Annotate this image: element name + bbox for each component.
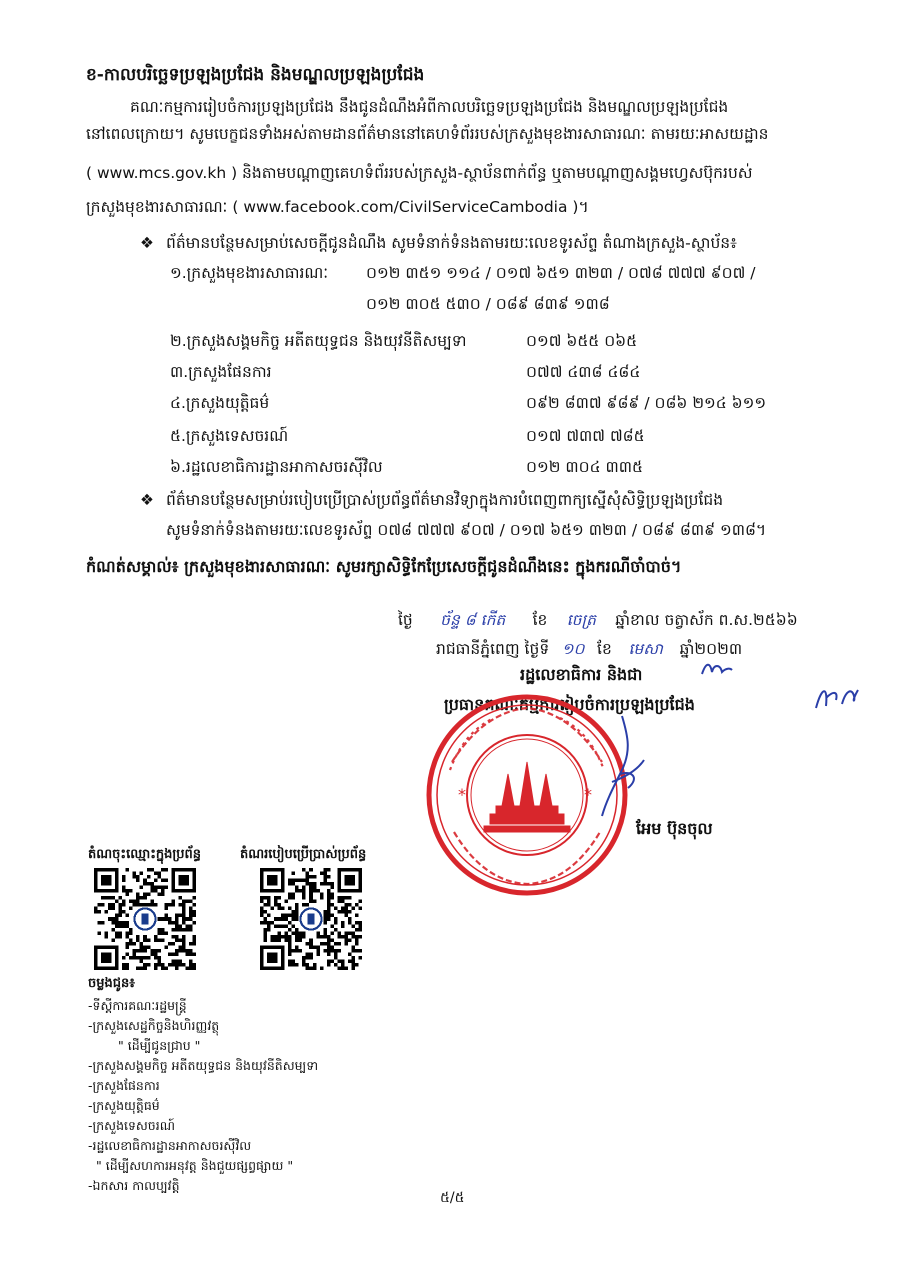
date-prefix: ថ្ងៃ (398, 611, 413, 629)
date-prefix: រាជធានីភ្នំពេញ ថ្ងៃទី (436, 640, 550, 658)
cc-item: -រដ្ឋលេខាធិការដ្ឋានអាកាសចរស៊ីវិល (88, 1138, 252, 1153)
paragraph-line-2: នៅពេលក្រោយ។ សូមបេក្ខជនទាំងអស់តាមដានព័ត៌មាននៅគេហទំព័ររបស់ក្រសួងមុខងារសាធារណៈ តាមរយៈអាសយដ្ឋាន (86, 125, 769, 143)
contact-number: ០១៧ ៧៣៧ ៧៨៥ (526, 427, 645, 445)
initials-mark (812, 680, 862, 714)
page-number: ៥/៥ (440, 1190, 465, 1206)
cc-item: -ក្រសួងទេសចរណ៍ (88, 1118, 175, 1133)
date-suffix: ឆ្នាំខាល ចត្វាស័ក ព.ស.២៥៦៦ (615, 611, 798, 629)
contact-name: ១.ក្រសួងមុខងារសាធារណៈ (170, 264, 329, 282)
contact-number: ០៩២ ៨៣៧ ៩៨៩ / ០៨៦ ២១៤ ៦១១ (526, 394, 767, 412)
bullet-text-2-line-1: ព័ត៌មានបន្ថែមសម្រាប់របៀបប្រើប្រាស់ប្រព័ន្ធព័ត៌មានវិទ្យាក្នុងការបំពេញពាក្យស្នើសុំសិទ្ធិប្រឡងប្រជែង (166, 491, 724, 509)
contact-row-3 (170, 362, 830, 384)
paragraph-line-4: ក្រសួងមុខងារសាធារណៈ ( www.facebook.com/CivilServiceCambodia )។ (86, 198, 589, 216)
date-mid: ខែ (597, 640, 612, 658)
solar-date-line (436, 639, 742, 662)
bullet-item-2 (140, 490, 723, 513)
contact-row-1-cont (170, 294, 830, 316)
bullet-mark: ❖ (140, 491, 154, 509)
qr-code-icon (260, 868, 362, 970)
contact-row-4 (170, 393, 830, 415)
contact-number: ០១៧ ៦៥៥ ០៦៥ (526, 332, 638, 350)
contact-name: ២.ក្រសួងសង្គមកិច្ច អតីតយុទ្ធជន និងយុវនីតិសម្បទា (170, 332, 467, 350)
signer-title-2: ប្រធានគណៈកម្មការរៀបចំការប្រឡងប្រជែង (444, 695, 695, 714)
cc-item: -ក្រសួងសេដ្ឋកិច្ចនិងហិរញ្ញវត្ថុ (88, 1018, 220, 1033)
svg-text:*: * (458, 785, 466, 804)
contact-row-6 (170, 457, 830, 479)
cc-item: -ឯកសារ កាលប្បវត្តិ (88, 1178, 180, 1193)
cc-item: -ទីស្ដីការគណៈរដ្ឋមន្ត្រី (88, 998, 187, 1013)
paragraph-line-1: គណៈកម្មការរៀបចំការប្រឡងប្រជែង នឹងជូនដំណឹងអំពីកាលបរិច្ឆេទប្រឡងប្រជែង និងមណ្ឌលប្រឡងប្រជែង (130, 98, 729, 116)
initials-mark (700, 660, 734, 678)
contact-row-1 (170, 263, 830, 285)
contact-name: ៤.ក្រសួងយុត្តិធម៌ (170, 394, 270, 412)
contact-number: ០៧៧ ៤៣៨ ៤៨៤ (526, 363, 641, 381)
contact-row-5 (170, 426, 830, 448)
contact-name: ៥.ក្រសួងទេសចរណ៍ (170, 427, 289, 445)
qr-label-guide: តំណរបៀបប្រើប្រាស់ប្រព័ន្ធ (240, 847, 367, 862)
cc-item-note: " ដើម្បីសហការអនុវត្ត និងជួយផ្សព្វផ្សាយ " (96, 1158, 294, 1173)
bullet-text-1: ព័ត៌មានបន្ថែមសម្រាប់សេចក្ដីជូនដំណឹង សូមទំនាក់ទំនងតាមរយៈលេខទូរស័ព្ទ តំណាងក្រសួង-ស្ថាប័ន៖ (166, 234, 737, 252)
contact-number: ០១២ ៣០៥ ៥៣០ / ០៨៩ ៨៣៩ ១៣៨ (366, 295, 610, 313)
handwritten-month: ចេត្រ (566, 611, 596, 629)
bullet-item-1 (140, 233, 737, 256)
signature-mark (592, 712, 648, 822)
contact-number: ០១២ ៣៥១ ១១៤ / ០១៧ ៦៥១ ៣២៣ / ០៧៨ ៧៧៧ ៩០៧ / (366, 264, 756, 282)
contact-name: ៦.រដ្ឋលេខាធិការដ្ឋានអាកាសចរស៊ីវិល (170, 458, 383, 476)
cc-item-note: " ដើម្បីជូនជ្រាប " (118, 1038, 201, 1053)
contact-number: ០១២ ៣០៤ ៣៣៥ (526, 458, 643, 476)
qr-code-guide[interactable] (260, 868, 362, 970)
qr-label-register: តំណចុះឈ្មោះក្នុងប្រព័ន្ធ (88, 847, 202, 862)
section-heading: ខ-កាលបរិច្ឆេទប្រឡងប្រជែង និងមណ្ឌលប្រឡងប្រជែង (86, 65, 425, 85)
cc-title: ចម្លងជូន៖ (88, 976, 135, 991)
date-mid: ខែ (532, 611, 548, 629)
signer-name: អែម ប៊ុនចុល (636, 819, 713, 838)
lunar-date-line (398, 610, 798, 633)
cc-item: -ក្រសួងសង្គមកិច្ច អតីតយុទ្ធជន និងយុវនីតិសម្បទា (88, 1058, 319, 1073)
handwritten-day: ច័ន្ទ ៨ កើត (440, 611, 506, 629)
handwritten-day: ១០ (561, 640, 585, 658)
note-remark: កំណត់សម្គាល់៖ ក្រសួងមុខងារសាធារណៈ សូមរក្សាសិទ្ធិកែប្រែសេចក្ដីជូនដំណឹងនេះ ក្នុងករណីចាំបាច់។ (86, 557, 682, 576)
qr-code-icon (94, 868, 196, 970)
handwritten-month: មេសា (628, 640, 663, 658)
contact-row-2 (170, 331, 830, 353)
cc-item: -ក្រសួងយុត្តិធម៌ (88, 1098, 160, 1113)
paragraph-line-3: ( www.mcs.gov.kh ) និងតាមបណ្ដាញគេហទំព័ររបស់ក្រសួង-ស្ថាប័នពាក់ព័ន្ធ ឬតាមបណ្ដាញសង្គមហ្វេសប៊ុករបស់ (86, 164, 753, 182)
bullet-mark: ❖ (140, 234, 154, 252)
cc-item: -ក្រសួងផែនការ (88, 1078, 160, 1093)
svg-text:*: * (584, 785, 592, 804)
signer-title-1: រដ្ឋលេខាធិការ និងជា (520, 665, 643, 684)
contact-name: ៣.ក្រសួងផែនការ (170, 363, 272, 381)
date-suffix: ឆ្នាំ២០២៣ (679, 640, 743, 658)
qr-code-register[interactable] (94, 868, 196, 970)
bullet-text-2-line-2: សូមទំនាក់ទំនងតាមរយៈលេខទូរស័ព្ទ ០៧៨ ៧៧៧ ៩០៧ / ០១៧ ៦៥១ ៣២៣ / ០៨៩ ៨៣៩ ១៣៨។ (166, 521, 767, 539)
